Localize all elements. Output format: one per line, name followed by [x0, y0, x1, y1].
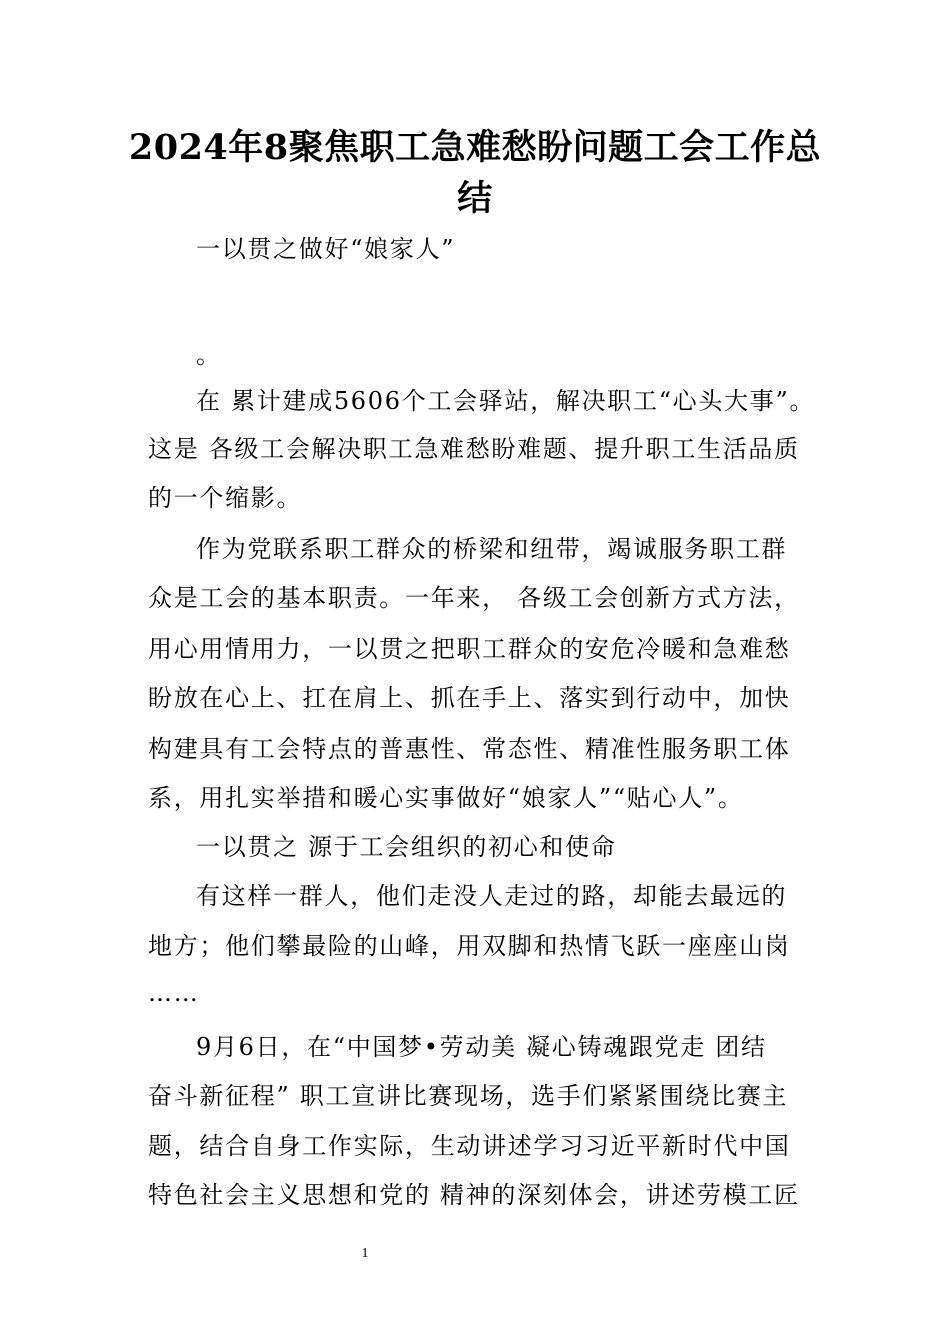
- body-line: 作为党联系职工群众的桥梁和纽带，竭诚服务职工群: [196, 535, 788, 563]
- body-line: 9月6日，在“中国梦•劳动美 凝心铸魂跟党走 团结: [196, 1033, 767, 1061]
- body-line: 这是 各级工会解决职工急难愁盼难题、提升职工生活品质: [148, 435, 800, 463]
- document-title: 2024年8聚焦职工急难愁盼问题工会工作总结: [128, 127, 822, 219]
- body-line: 特色社会主义思想和党的 精神的深刻体会，讲述劳模工匠: [148, 1181, 800, 1209]
- body-line: ……: [148, 979, 200, 1007]
- page-number: 1: [361, 1246, 369, 1261]
- body-line: 。: [196, 341, 222, 369]
- subheading-line: 一以贯之做好“娘家人”: [196, 235, 456, 263]
- body-line: 题，结合自身工作实际，生动讲述学习习近平新时代中国: [148, 1132, 791, 1160]
- body-line: 有这样一群人，他们走没人走过的路，却能去最远的: [196, 882, 788, 910]
- body-line: 构建具有工会特点的普惠性、常态性、精准性服务职工体: [148, 735, 791, 763]
- body-line: 盼放在心上、扛在肩上、抓在手上、落实到行动中，加快: [148, 684, 791, 712]
- body-line: 地方；他们攀最险的山峰，用双脚和热情飞跃一座座山岗: [148, 932, 791, 960]
- subheading-line: 一以贯之 源于工会组织的初心和使命: [196, 833, 617, 861]
- body-line: 奋斗新征程” 职工宣讲比赛现场，选手们紧紧围绕比赛主: [148, 1082, 789, 1110]
- body-line: 在 累计建成5606个工会驿站，解决职工“心头大事”。: [196, 387, 816, 415]
- body-line: 的一个缩影。: [148, 484, 303, 512]
- body-line: 系，用扎实举措和暖心实事做好“娘家人”“贴心人”。: [148, 784, 744, 812]
- body-line: 众是工会的基本职责。一年来， 各级工会创新方式方法，: [148, 584, 800, 612]
- body-line: 用心用情用力，一以贯之把职工群众的安危冷暖和急难愁: [148, 635, 791, 663]
